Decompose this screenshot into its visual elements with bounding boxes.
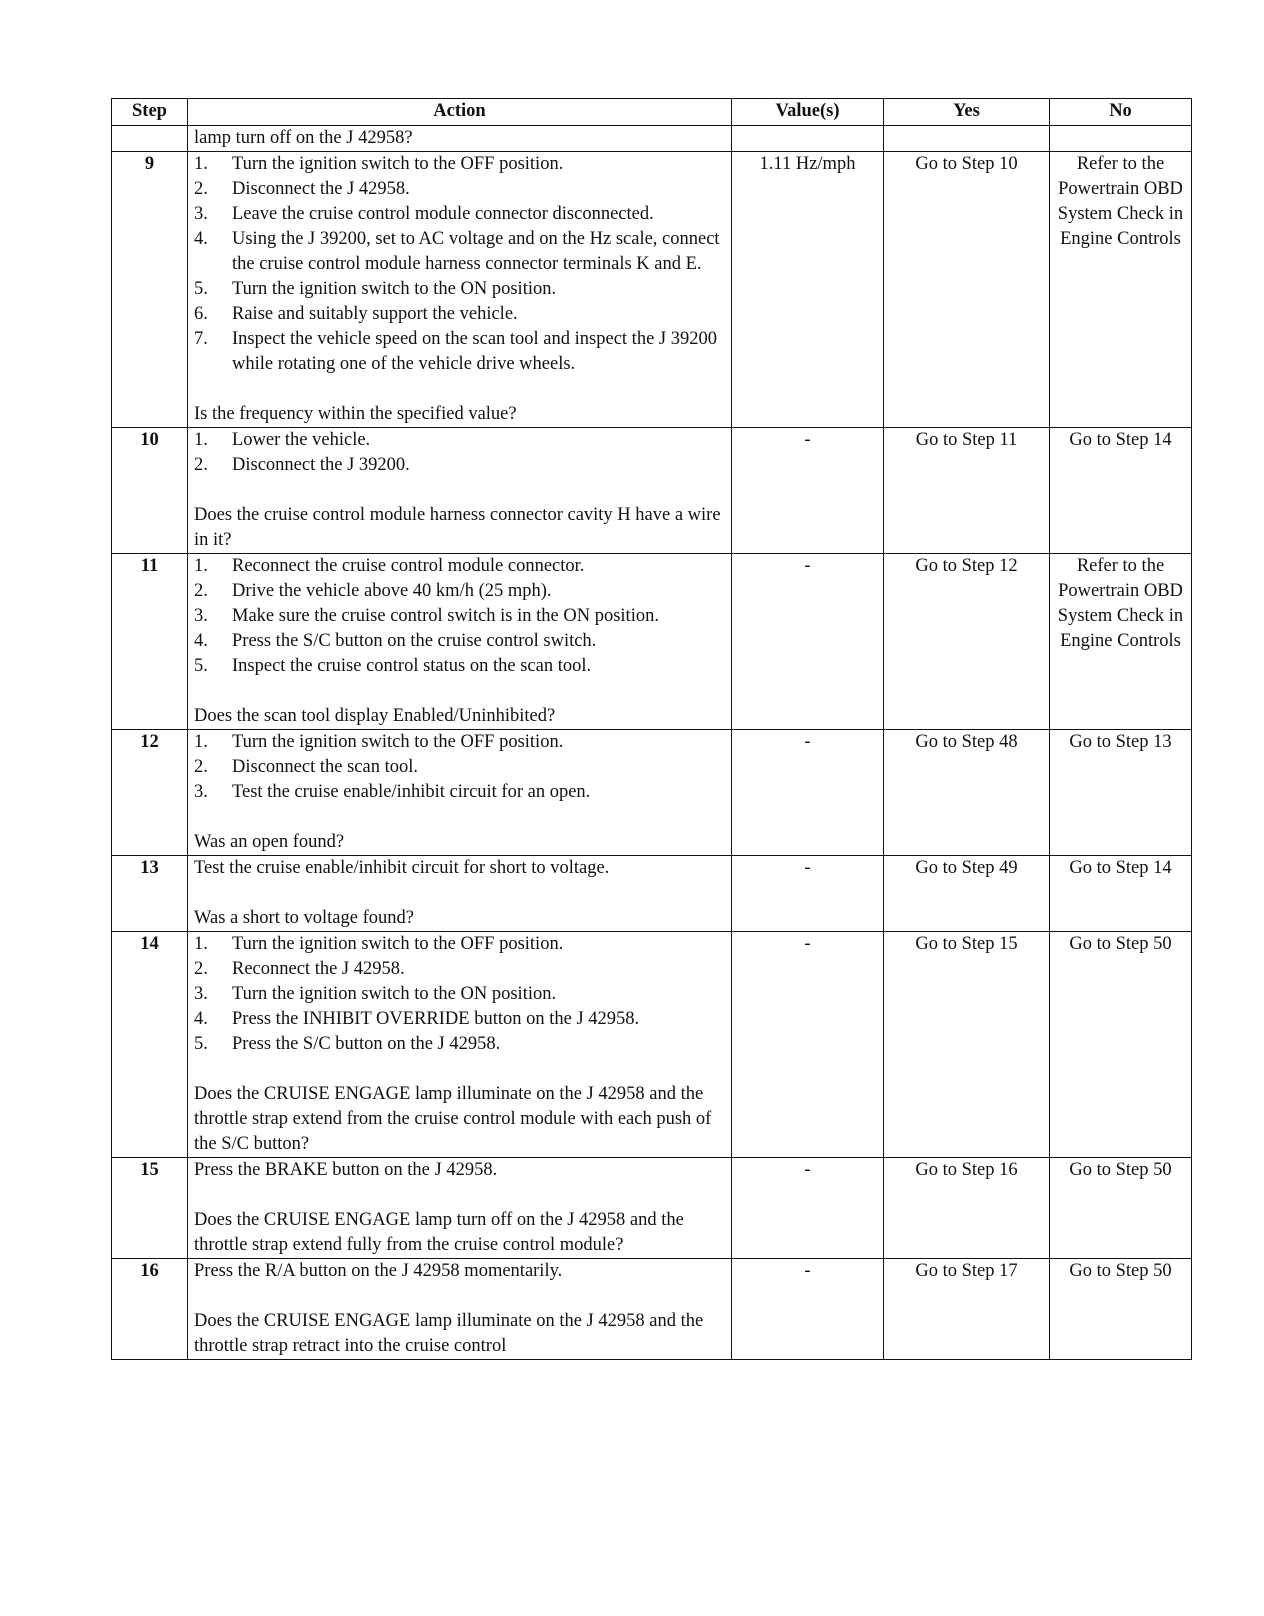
value-cell: - xyxy=(732,554,884,730)
action-steps-list xyxy=(194,730,725,805)
value-cell: - xyxy=(732,856,884,932)
continuation-no-cell xyxy=(1050,126,1192,152)
step-number: 16 xyxy=(112,1259,188,1360)
action-step-text: Turn the ignition switch to the OFF position. xyxy=(232,934,564,954)
step-number: 14 xyxy=(112,932,188,1158)
action-step-number: 4. xyxy=(194,229,208,249)
action-step xyxy=(194,755,725,780)
action-question: Does the cruise control module harness connector cavity H have a wire in it? xyxy=(194,505,721,550)
action-step-number: 1. xyxy=(194,556,208,576)
action-steps-list xyxy=(194,554,725,679)
continuation-action-cell: lamp turn off on the J 42958? xyxy=(188,126,732,152)
action-cell xyxy=(188,152,732,428)
no-cell: Go to Step 13 xyxy=(1050,730,1192,856)
action-step-text: Using the J 39200, set to AC voltage and on the Hz scale, connect the cruise control module harness connector terminals K and E. xyxy=(232,229,720,274)
value-cell: 1.11 Hz/mph xyxy=(732,152,884,428)
action-step-number: 6. xyxy=(194,304,208,324)
header-step: Step xyxy=(112,99,188,126)
no-cell: Go to Step 50 xyxy=(1050,932,1192,1158)
action-step xyxy=(194,654,725,679)
action-step-text: Lower the vehicle. xyxy=(232,430,371,450)
action-step-text: Inspect the vehicle speed on the scan tool and inspect the J 39200 while rotating one of the vehicle drive wheels. xyxy=(232,329,717,374)
yes-cell: Go to Step 11 xyxy=(884,428,1050,554)
action-step-text: Turn the ignition switch to the OFF position. xyxy=(232,154,564,174)
continuation-row xyxy=(112,126,1192,152)
diagnostic-table xyxy=(111,98,1192,1360)
action-question: Does the CRUISE ENGAGE lamp illuminate on the J 42958 and the throttle strap extend from the cruise control module with each push of the S/C button? xyxy=(194,1084,712,1154)
action-step xyxy=(194,982,725,1007)
no-cell: Go to Step 14 xyxy=(1050,428,1192,554)
action-step-number: 1. xyxy=(194,732,208,752)
yes-cell: Go to Step 48 xyxy=(884,730,1050,856)
action-step xyxy=(194,604,725,629)
action-step xyxy=(194,428,725,453)
action-step xyxy=(194,327,725,377)
table-row xyxy=(112,1259,1192,1360)
continuation-value-cell xyxy=(732,126,884,152)
action-steps-list xyxy=(194,152,725,377)
action-step-text: Drive the vehicle above 40 km/h (25 mph). xyxy=(232,581,552,601)
action-text: Press the R/A button on the J 42958 momentarily. xyxy=(194,1261,563,1281)
table-row xyxy=(112,856,1192,932)
value-cell: - xyxy=(732,730,884,856)
step-number: 11 xyxy=(112,554,188,730)
action-step-text: Press the INHIBIT OVERRIDE button on the J 42958. xyxy=(232,1009,640,1029)
action-step xyxy=(194,277,725,302)
action-cell xyxy=(188,1259,732,1360)
action-step-number: 5. xyxy=(194,279,208,299)
action-step-number: 3. xyxy=(194,984,208,1004)
action-step-text: Turn the ignition switch to the ON position. xyxy=(232,984,557,1004)
action-steps-list xyxy=(194,428,725,478)
action-step xyxy=(194,177,725,202)
table-row xyxy=(112,152,1192,428)
action-step xyxy=(194,780,725,805)
action-step-text: Turn the ignition switch to the OFF position. xyxy=(232,732,564,752)
action-step-text: Turn the ignition switch to the ON position. xyxy=(232,279,557,299)
no-cell: Refer to the Powertrain OBD System Check in Engine Controls xyxy=(1050,554,1192,730)
action-cell xyxy=(188,428,732,554)
action-step-number: 1. xyxy=(194,934,208,954)
continuation-step-cell xyxy=(112,126,188,152)
no-cell: Refer to the Powertrain OBD System Check in Engine Controls xyxy=(1050,152,1192,428)
action-step-number: 4. xyxy=(194,631,208,651)
action-step-number: 3. xyxy=(194,204,208,224)
action-step xyxy=(194,152,725,177)
action-text: Press the BRAKE button on the J 42958. xyxy=(194,1160,498,1180)
action-step-text: Disconnect the J 42958. xyxy=(232,179,410,199)
step-number: 13 xyxy=(112,856,188,932)
action-question: Is the frequency within the specified value? xyxy=(194,404,517,424)
action-step-text: Test the cruise enable/inhibit circuit for an open. xyxy=(232,782,591,802)
header-values: Value(s) xyxy=(732,99,884,126)
action-question: Was an open found? xyxy=(194,832,345,852)
action-step xyxy=(194,302,725,327)
table-row xyxy=(112,730,1192,856)
step-number: 9 xyxy=(112,152,188,428)
action-step-text: Raise and suitably support the vehicle. xyxy=(232,304,518,324)
action-step-text: Press the S/C button on the J 42958. xyxy=(232,1034,501,1054)
action-step-text: Make sure the cruise control switch is in the ON position. xyxy=(232,606,659,626)
action-question: Does the scan tool display Enabled/Uninhibited? xyxy=(194,706,556,726)
action-step xyxy=(194,629,725,654)
yes-cell: Go to Step 15 xyxy=(884,932,1050,1158)
action-step-number: 1. xyxy=(194,430,208,450)
header-no: No xyxy=(1050,99,1192,126)
header-action: Action xyxy=(188,99,732,126)
step-number: 10 xyxy=(112,428,188,554)
action-step xyxy=(194,730,725,755)
document-page xyxy=(111,98,1191,1360)
action-cell xyxy=(188,932,732,1158)
action-step-number: 2. xyxy=(194,959,208,979)
action-step-text: Leave the cruise control module connector disconnected. xyxy=(232,204,654,224)
action-question: Does the CRUISE ENGAGE lamp turn off on the J 42958 and the throttle strap extend fully from the cruise control module? xyxy=(194,1210,684,1255)
action-step xyxy=(194,202,725,227)
no-cell: Go to Step 50 xyxy=(1050,1259,1192,1360)
no-cell: Go to Step 14 xyxy=(1050,856,1192,932)
action-cell xyxy=(188,730,732,856)
action-cell xyxy=(188,554,732,730)
table-row xyxy=(112,932,1192,1158)
yes-cell: Go to Step 12 xyxy=(884,554,1050,730)
continuation-yes-cell xyxy=(884,126,1050,152)
value-cell: - xyxy=(732,1259,884,1360)
action-text: Test the cruise enable/inhibit circuit for short to voltage. xyxy=(194,858,610,878)
no-cell: Go to Step 50 xyxy=(1050,1158,1192,1259)
action-step-text: Reconnect the J 42958. xyxy=(232,959,405,979)
action-step xyxy=(194,1032,725,1057)
action-steps-list xyxy=(194,932,725,1057)
step-number: 12 xyxy=(112,730,188,856)
action-step-number: 3. xyxy=(194,782,208,802)
action-step-number: 7. xyxy=(194,329,208,349)
table-row xyxy=(112,428,1192,554)
action-step-number: 3. xyxy=(194,606,208,626)
action-step xyxy=(194,1007,725,1032)
action-step-text: Disconnect the scan tool. xyxy=(232,757,418,777)
yes-cell: Go to Step 49 xyxy=(884,856,1050,932)
value-cell: - xyxy=(732,1158,884,1259)
step-number: 15 xyxy=(112,1158,188,1259)
action-step xyxy=(194,453,725,478)
yes-cell: Go to Step 16 xyxy=(884,1158,1050,1259)
action-question: Was a short to voltage found? xyxy=(194,908,414,928)
action-step xyxy=(194,227,725,277)
action-step-number: 4. xyxy=(194,1009,208,1029)
action-question: Does the CRUISE ENGAGE lamp illuminate on the J 42958 and the throttle strap retract into the cruise control xyxy=(194,1311,704,1356)
action-step-number: 5. xyxy=(194,656,208,676)
yes-cell: Go to Step 10 xyxy=(884,152,1050,428)
action-step-text: Reconnect the cruise control module connector. xyxy=(232,556,585,576)
action-step-number: 1. xyxy=(194,154,208,174)
value-cell: - xyxy=(732,932,884,1158)
action-step xyxy=(194,957,725,982)
action-step-number: 2. xyxy=(194,581,208,601)
action-step-number: 2. xyxy=(194,757,208,777)
table-header-row xyxy=(112,99,1192,126)
action-cell xyxy=(188,1158,732,1259)
action-step-number: 5. xyxy=(194,1034,208,1054)
action-step xyxy=(194,579,725,604)
header-yes: Yes xyxy=(884,99,1050,126)
table-row xyxy=(112,554,1192,730)
value-cell: - xyxy=(732,428,884,554)
action-step-text: Press the S/C button on the cruise control switch. xyxy=(232,631,597,651)
action-cell xyxy=(188,856,732,932)
action-step-number: 2. xyxy=(194,179,208,199)
action-step xyxy=(194,932,725,957)
action-step-text: Disconnect the J 39200. xyxy=(232,455,410,475)
table-row xyxy=(112,1158,1192,1259)
action-step xyxy=(194,554,725,579)
action-step-text: Inspect the cruise control status on the scan tool. xyxy=(232,656,592,676)
action-step-number: 2. xyxy=(194,455,208,475)
yes-cell: Go to Step 17 xyxy=(884,1259,1050,1360)
